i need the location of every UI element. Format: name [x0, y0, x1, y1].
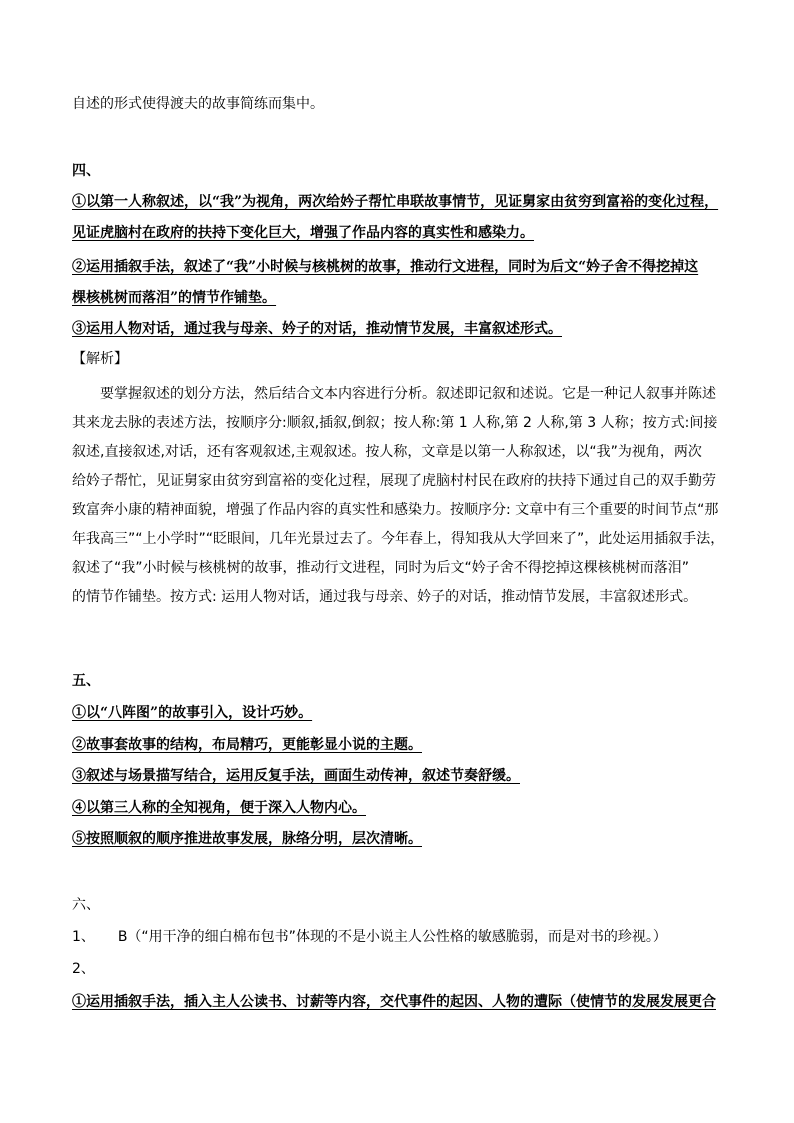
section-6-item-2-line: ①运用插叙手法，插入主人公读书、讨薪等内容，交代事件的起因、人物的遭际（使情节的发展发展更合: [72, 994, 716, 1010]
section-4-line-5: ③运用人物对话，通过我与母亲、妗子的对话，推动情节发展，丰富叙述形式。: [72, 321, 562, 337]
analysis-line: 其来龙去脉的表述方法，按顺序分:顺叙,插叙,倒叙；按人称:第 1 人称,第 2 人称,第 3 人称；按方式:间接: [72, 415, 718, 431]
section-4-line-1: ①以第一人称叙述，以“我”为视角，两次给妗子帮忙串联故事情节，见证舅家由贫穷到富裕的变化过程，: [72, 194, 719, 210]
analysis-line: 要掌握叙述的划分方法，然后结合文本内容进行分析。叙述即记叙和述说。它是一种记人叙事并陈述: [100, 386, 716, 402]
analysis-paragraph: [72, 380, 725, 612]
analysis-label: 【解析】: [72, 351, 128, 367]
analysis-line: 叙述了“我”小时候与核桃树的故事，推动行文进程，同时为后文“妗子舍不得挖掉这棵核桃树而落泪”: [72, 560, 690, 576]
analysis-line: 给妗子帮忙，见证舅家由贫穷到富裕的变化过程，展现了虎脑村村民在政府的扶持下通过自己的双手勤劳: [72, 473, 716, 489]
section-5-line-1: ①以“八阵图”的故事引入，设计巧妙。: [72, 705, 313, 721]
analysis-line: 致富奔小康的精神面貌，增强了作品内容的真实性和感染力。按顺序分: 文章中有三个重要的时间节点“那: [72, 502, 719, 518]
section-6-heading: 六、: [72, 897, 100, 913]
intro-sentence: 自述的形式使得渡夫的故事简练而集中。: [72, 96, 324, 112]
section-4-heading: 四、: [72, 163, 100, 179]
analysis-line: 的情节作铺垫。按方式: 运用人物对话，通过我与母亲、妗子的对话，推动情节发展，丰富叙述形式。: [72, 589, 698, 605]
item-1-text: B（“用干净的细白棉布包书”体现的不是小说主人公性格的敏感脆弱，而是对书的珍视。）: [117, 929, 667, 945]
section-4-line-3: ②运用插叙手法，叙述了“我”小时候与核桃树的故事，推动行文进程，同时为后文“妗子舍不得挖掉这: [72, 259, 699, 275]
section-5-line-3: ③叙述与场景描写结合，运用反复手法，画面生动传神，叙述节奏舒缓。: [72, 768, 520, 784]
item-1-number: 1、: [72, 929, 95, 945]
section-5-line-5: ⑤按照顺叙的顺序推进故事发展，脉络分明，层次清晰。: [72, 831, 422, 847]
section-6-item-1: [72, 928, 667, 946]
section-4-line-4: 棵核桃树而落泪”的情节作铺垫。: [72, 290, 277, 306]
section-6-item-2-number: 2、: [72, 961, 95, 977]
section-5-line-4: ④以第三人称的全知视角，便于深入人物内心。: [72, 800, 366, 816]
analysis-line: 年我高三”“上小学时”“眨眼间，几年光景过去了。今年春上，得知我从大学回来了”，此处运用插叙手法，: [72, 531, 725, 547]
section-5-line-2: ②故事套故事的结构，布局精巧，更能彰显小说的主题。: [72, 737, 422, 753]
analysis-line: 叙述,直接叙述,对话，还有客观叙述,主观叙述。按人称，文章是以第一人称叙述，以“我”为视角，两次: [72, 444, 702, 460]
section-4-line-2: 见证虎脑村在政府的扶持下变化巨大，增强了作品内容的真实性和感染力。: [72, 225, 534, 241]
section-5-heading: 五、: [72, 673, 100, 689]
